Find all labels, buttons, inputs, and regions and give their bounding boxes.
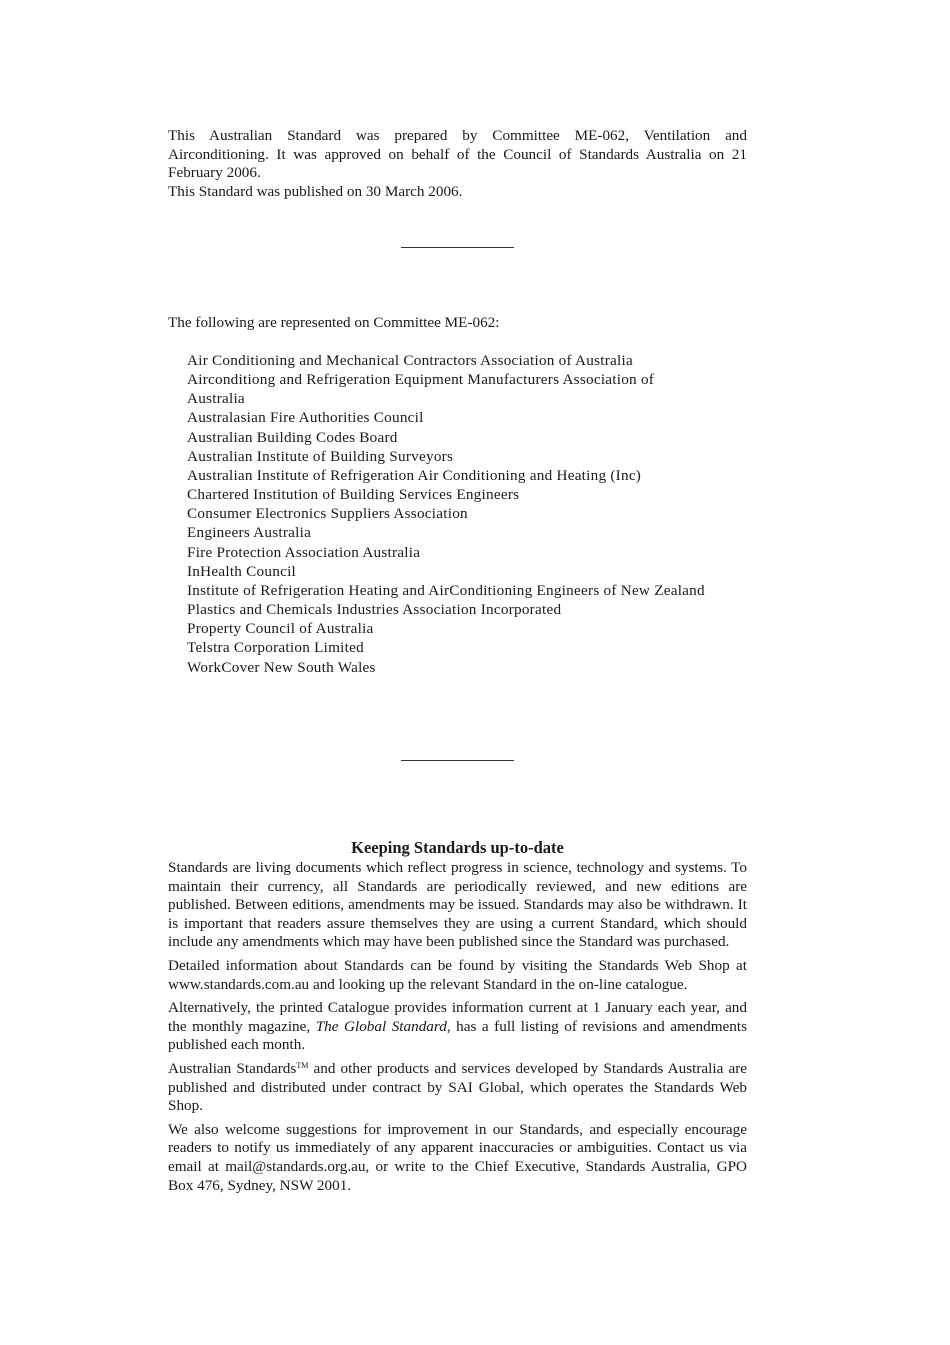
- trademark-mark: TM: [296, 1060, 309, 1070]
- paragraph-feedback: We also welcome suggestions for improvement in our Standards, and especially encourage readers to notify us immediately of any apparent inaccuracies or ambiguities. Contact us via email at mail@standards.org.au, or write to the Chief Executive, Standards Australia, GPO Box 476, Sydney, NSW 2001.: [168, 1120, 747, 1194]
- list-item: Telstra Corporation Limited: [187, 639, 364, 657]
- keeping-standards-section: [168, 838, 747, 1200]
- paragraph-catalogue: [168, 999, 747, 1055]
- list-item: Australian Institute of Building Surveyors: [187, 447, 454, 465]
- list-item: Australasian Fire Authorities Council: [187, 409, 424, 427]
- sai-text-start: Australian Standards: [168, 1059, 297, 1077]
- list-item: Consumer Electronics Suppliers Association: [187, 505, 468, 523]
- list-item: Airconditiong and Refrigeration Equipment Manufacturers Association of Australia: [187, 371, 655, 408]
- list-item: Plastics and Chemicals Industries Association Incorporated: [187, 601, 562, 619]
- catalogue-text-end: , has a full listing of revisions and amendments published each month.: [168, 1017, 748, 1054]
- list-item: Institute of Refrigeration Heating and AirConditioning Engineers of New Zealand: [187, 581, 705, 599]
- list-item: Chartered Institution of Building Services Engineers: [187, 486, 520, 504]
- list-item: InHealth Council: [187, 562, 297, 580]
- committee-intro-block: [168, 314, 747, 333]
- list-item: Australian Building Codes Board: [187, 428, 398, 446]
- list-item: Air Conditioning and Mechanical Contractors Association of Australia: [187, 352, 633, 369]
- preparation-block: [168, 127, 747, 201]
- paragraph-sai-global: [168, 1060, 747, 1116]
- list-item: Fire Protection Association Australia: [187, 543, 421, 561]
- paragraph-web-shop: Detailed information about Standards can be found by visiting the Standards Web Shop at www.standards.com.au and looking up the relevant Standard in the on-line catalogue.: [168, 956, 747, 993]
- committee-member-list: [187, 351, 707, 677]
- list-item: Engineers Australia: [187, 524, 312, 542]
- catalogue-text-start: Alternatively, the printed Catalogue provides information current at 1 January each year, and the monthly magazine,: [168, 999, 747, 1035]
- list-item: Australian Institute of Refrigeration Air Conditioning and Heating (Inc): [187, 466, 642, 484]
- paragraph-living-documents: Standards are living documents which reflect progress in science, technology and systems. To maintain their currency, all Standards are periodically reviewed, and new editions are published. Between editions, amendments may be issued. Standards may also be withdrawn. It is important that readers assure themselves they are using a current Standard, which should include any amendments which may have been published since the Standard was purchased.: [168, 859, 747, 951]
- magazine-title: The Global Standard: [315, 1017, 447, 1035]
- section-heading: Keeping Standards up-to-date: [351, 838, 564, 857]
- publication-statement: This Standard was published on 30 March 2006.: [168, 182, 463, 200]
- preparation-statement: This Australian Standard was prepared by Committee ME-062, Ventilation and Airconditioning. It was approved on behalf of the Council of Standards Australia on 21 February 2006.: [168, 127, 747, 182]
- section-divider: [401, 760, 514, 761]
- list-item: WorkCover New South Wales: [187, 658, 376, 676]
- committee-intro: The following are represented on Committee ME-062:: [168, 314, 500, 331]
- list-item: Property Council of Australia: [187, 620, 374, 638]
- section-divider: [401, 247, 514, 248]
- sai-text-end: and other products and services developed by Standards Australia are published and distributed under contract by SAI Global, which operates the Standards Web Shop.: [168, 1059, 747, 1115]
